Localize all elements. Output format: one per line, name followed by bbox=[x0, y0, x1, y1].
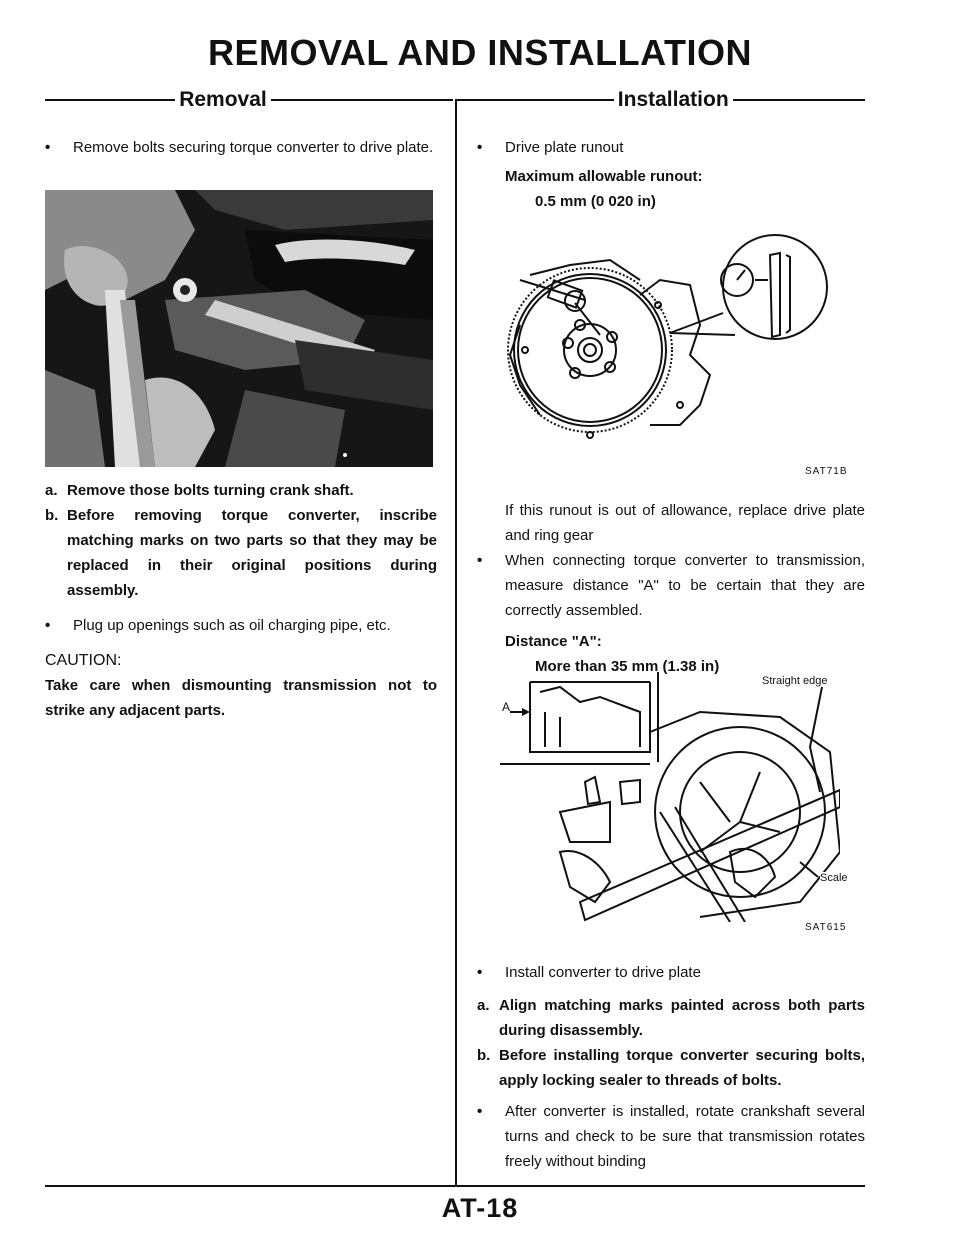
engine-photo-image bbox=[45, 190, 433, 467]
list-item bbox=[45, 613, 437, 638]
distance-figure bbox=[500, 672, 848, 922]
footer-rule bbox=[45, 1185, 865, 1187]
distance-label: Distance "A": bbox=[505, 633, 602, 650]
label-scale: Scale bbox=[820, 872, 848, 884]
column-divider bbox=[455, 100, 457, 1185]
caution-text: Take care when dismounting transmission not to strike any adjacent parts. bbox=[45, 677, 437, 719]
list-item bbox=[477, 1043, 865, 1093]
list-item bbox=[45, 503, 437, 603]
heading-rule bbox=[455, 99, 614, 101]
removal-steps bbox=[45, 478, 437, 723]
installation-step-b: Before installing torque converter securing bolts, apply locking sealer to threads of bolts. bbox=[499, 1047, 865, 1089]
installation-bullet-3: Install converter to drive plate bbox=[505, 964, 701, 981]
removal-bullet-2: Plug up openings such as oil charging pipe, etc. bbox=[73, 617, 391, 634]
installation-heading bbox=[455, 84, 865, 116]
installation-bullet-1: Drive plate runout bbox=[505, 139, 624, 156]
runout-figure bbox=[490, 225, 870, 465]
page-title: REMOVAL AND INSTALLATION bbox=[208, 32, 752, 73]
removal-step-b: Before removing torque converter, inscribe matching marks on two parts so that they may be replaced in their original positions during assembly. bbox=[67, 507, 437, 599]
removal-heading-text: Removal bbox=[179, 88, 267, 111]
straight-edge-measurement-diagram bbox=[500, 672, 840, 922]
list-item bbox=[477, 135, 865, 160]
removal-photo bbox=[45, 190, 433, 467]
step-label: a. bbox=[477, 997, 490, 1014]
bullet-icon: • bbox=[477, 139, 483, 156]
label-straight-edge: Straight edge bbox=[762, 675, 828, 687]
installation-step-a: Align matching marks painted across both parts during disassembly. bbox=[499, 997, 865, 1039]
installation-intro bbox=[477, 135, 865, 214]
label-a: A bbox=[502, 700, 511, 714]
caution-title: CAUTION: bbox=[45, 652, 122, 669]
runout-note: If this runout is out of allowance, replace drive plate and ring gear bbox=[505, 502, 865, 544]
list-item bbox=[477, 993, 865, 1043]
step-label: a. bbox=[45, 482, 58, 499]
installation-bullet-4: After converter is installed, rotate crankshaft several turns and check to be sure that transmission rotates freely without binding bbox=[505, 1103, 865, 1170]
removal-bullet-1: Remove bolts securing torque converter to drive plate. bbox=[73, 139, 434, 156]
step-label: b. bbox=[45, 507, 59, 524]
removal-intro bbox=[45, 135, 437, 160]
installation-bullet-2: When connecting torque converter to transmission, measure distance "A" to be certain that they are correctly assembled. bbox=[505, 552, 865, 619]
runout-label: Maximum allowable runout: bbox=[505, 168, 703, 185]
list-item bbox=[477, 960, 865, 985]
installation-heading-text: Installation bbox=[617, 88, 729, 111]
list-item bbox=[477, 1099, 865, 1174]
bullet-icon: • bbox=[45, 139, 51, 156]
bullet-icon: • bbox=[45, 617, 51, 634]
list-item bbox=[477, 548, 865, 623]
runout-value: 0.5 mm (0 020 in) bbox=[535, 193, 656, 210]
heading-rule bbox=[271, 99, 453, 101]
list-item bbox=[45, 478, 437, 503]
removal-step-a: Remove those bolts turning crank shaft. bbox=[67, 482, 354, 499]
figure-code: SAT71B bbox=[805, 466, 848, 477]
dial-gauge-drive-plate-diagram bbox=[490, 225, 870, 465]
heading-rule bbox=[733, 99, 865, 101]
step-label: b. bbox=[477, 1047, 491, 1064]
distance-value: More than 35 mm (1.38 in) bbox=[535, 658, 720, 675]
installation-middle bbox=[477, 498, 865, 679]
heading-rule bbox=[45, 99, 175, 101]
removal-heading bbox=[45, 84, 453, 116]
page-number: AT-18 bbox=[441, 1193, 519, 1223]
installation-steps bbox=[477, 960, 865, 1174]
figure-code: SAT615 bbox=[805, 922, 847, 933]
bullet-icon: • bbox=[477, 1103, 483, 1120]
list-item bbox=[45, 135, 437, 160]
bullet-icon: • bbox=[477, 964, 483, 981]
bullet-icon: • bbox=[477, 552, 483, 569]
